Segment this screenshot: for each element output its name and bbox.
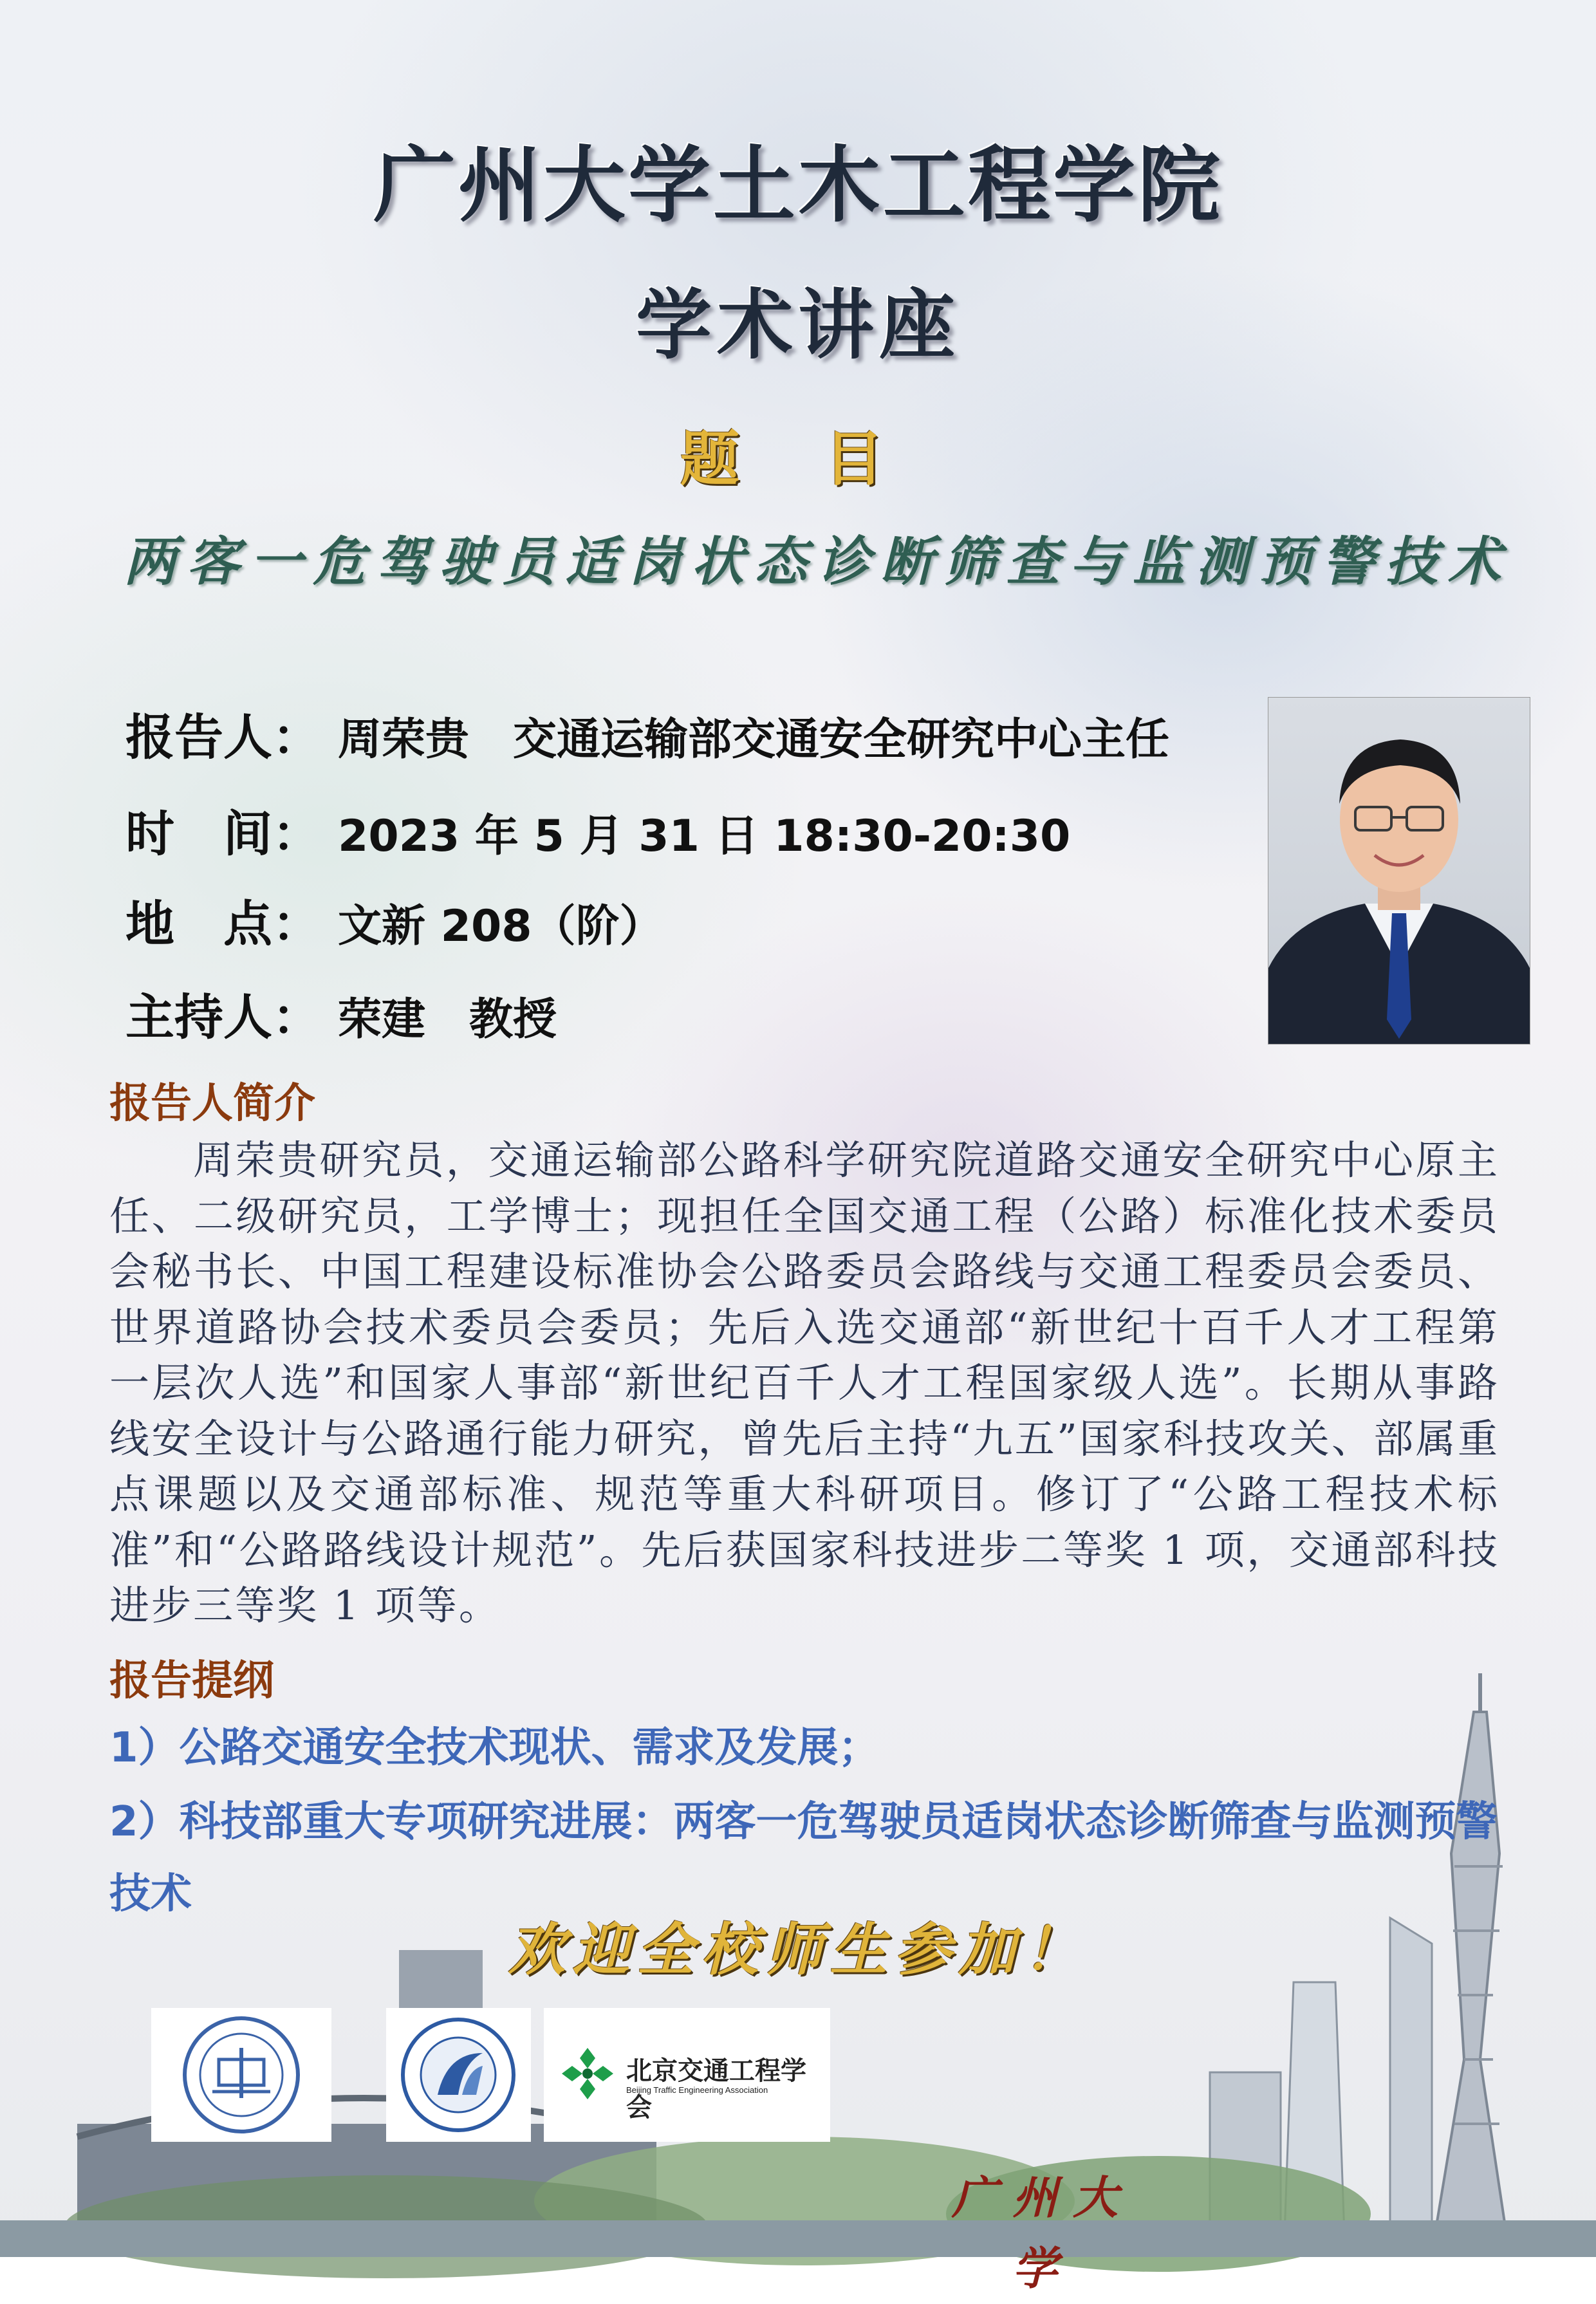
btea-logo xyxy=(544,2008,830,2142)
btea-name: 北京交通工程学会 xyxy=(626,2056,806,2123)
bio-heading: 报告人简介 xyxy=(109,1080,315,1128)
lecture-title: 学术讲座 xyxy=(635,281,960,369)
outline-item-2: 2）科技部重大专项研究进展：两客一危驾驶员适岗状态诊断筛查与监测预警技术 xyxy=(109,1798,1498,1918)
speaker-row xyxy=(125,698,1169,768)
time-label: 时 间： xyxy=(125,805,321,862)
civil-engineering-logo xyxy=(151,2008,331,2142)
college-title: 广州大学土木工程学院 xyxy=(373,138,1223,234)
place-label: 地 点： xyxy=(125,895,321,952)
outline-item-1: 1）公路交通安全技术现状、需求及发展； xyxy=(109,1724,880,1772)
topic-label: 题 目 xyxy=(680,425,916,494)
time-value: 2023 年 5 月 31 日 18:30-20:30 xyxy=(338,811,1071,862)
speaker-label: 报告人： xyxy=(125,709,321,766)
welcome-message: 欢迎全校师生参加！ xyxy=(508,1916,1088,1983)
guangzhou-university-sign: 广州大学 xyxy=(952,2171,1133,2295)
place-row xyxy=(125,885,663,955)
place-value: 文新 208（阶） xyxy=(338,901,663,952)
btea-logo-icon xyxy=(557,2043,618,2104)
bio-text: 周荣贵研究员，交通运输部公路科学研究院道路交通安全研究中心原主任、二级研究员，工学博士；现担任全国交通工程（公路）标准化技术委员会秘书长、中国工程建设标准协会公路委员会路线与交通工程委员会委员、世界道路协会技术委员会委员；先后入选交通部“新世纪十百千人才工程第一层次人选”和国家人事部“新世纪百千人才工程国家级人选”。长期从事路线安全设计与公路通行能力研究，曾先后主持“九五”国家科技攻关、部属重点课题以及交通部标准、规范等重大科研项目。修订了“公路工程技术标准”和“公路路线设计规范”。先后获国家科技进步二等奖 1 项，交通部科技进步三等奖 1 项等。 xyxy=(109,1137,1499,1629)
speaker-portrait-illustration xyxy=(1268,698,1530,1044)
school-seal-icon xyxy=(151,2008,331,2142)
time-row xyxy=(125,795,1070,865)
university-emblem-icon xyxy=(386,2008,531,2142)
outline-heading: 报告提纲 xyxy=(109,1657,274,1705)
host-value: 荣建 教授 xyxy=(338,994,557,1045)
host-row xyxy=(125,978,557,1048)
btea-english-name: Beijing Traffic Engineering Association xyxy=(626,2085,768,2095)
host-label: 主持人： xyxy=(125,989,321,1046)
topic-title: 两客一危驾驶员适岗状态诊断筛查与监测预警技术 xyxy=(124,531,1511,593)
speaker-value: 周荣贵 交通运输部交通安全研究中心主任 xyxy=(338,714,1170,765)
university-logo xyxy=(386,2008,531,2142)
speaker-photo xyxy=(1268,697,1530,1045)
